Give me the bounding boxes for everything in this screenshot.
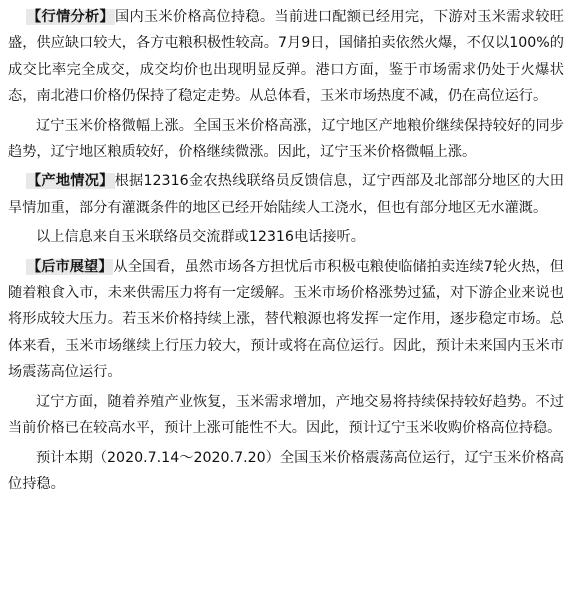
- paragraph-forecast: [8, 445, 564, 498]
- paragraph-text: 辽宁方面，随着养殖产业恢复，玉米需求增加，产地交易将持续保持较好趋势。不过当前价格已在较高水平，预计上涨可能性不大。因此，预计辽宁玉米收购价格高位持稳。: [8, 393, 564, 437]
- paragraph-outlook: [8, 254, 564, 386]
- paragraph-text: 根据12316金农热线联络员反馈信息，辽宁西部及北部部分地区的大田旱情加重，部分有灌溉条件的地区已经开始陆续人工浇水，但也有部分地区无水灌溉。: [8, 173, 564, 216]
- section-tag-market-analysis: 【行情分析】: [27, 9, 114, 25]
- section-tag-production-status: 【产地情况】: [27, 173, 114, 190]
- paragraph-production-status: [8, 168, 564, 221]
- paragraph-market-analysis: [8, 4, 564, 110]
- paragraph-text: 国内玉米价格高位持稳。当前进口配额已经用完，下游对玉米需求较旺盛，供应缺口较大，各方屯粮积极性较高。7月9日，国储拍卖依然火爆，不仅以100%的成交比率完全成交，成交均价也出现明显反弹。港口方面，鉴于市场需求仍处于火爆状态，南北港口价格仍保持了稳定走势。从总体看，玉米市场热度不减，仍在高位运行。: [8, 9, 564, 105]
- paragraph-liaoning-outlook: [8, 389, 564, 442]
- paragraph-text: 辽宁玉米价格微幅上涨。全国玉米价格高涨，辽宁地区产地粮价继续保持较好的同步趋势，辽宁地区粮质较好，价格继续微涨。因此，辽宁玉米价格微幅上涨。: [8, 117, 564, 161]
- paragraph-text: 从全国看，虽然市场各方担忧后市积极屯粮使临储拍卖连续7轮火热，但随着粮食入市，未来供需压力将有一定缓解。玉米市场价格涨势过猛，对下游企业来说也将形成较大压力。若玉米价格持续上涨，替代粮源也将发挥一定作用，逐步稳定市场。总体来看，玉米市场继续上行压力较大，预计或将在高位运行。因此，预计未来国内玉米市场震荡高位运行。: [8, 258, 564, 381]
- paragraph-liaoning-price: [8, 113, 564, 166]
- section-tag-outlook: 【后市展望】: [27, 258, 113, 275]
- paragraph-text: 预计本期（2020.7.14～2020.7.20）全国玉米价格震荡高位运行，辽宁玉米价格高位持稳。: [8, 449, 564, 492]
- report-document: [8, 4, 564, 500]
- paragraph-text: 以上信息来自玉米联络员交流群或12316电话接听。: [36, 229, 365, 246]
- paragraph-source-note: [8, 224, 564, 250]
